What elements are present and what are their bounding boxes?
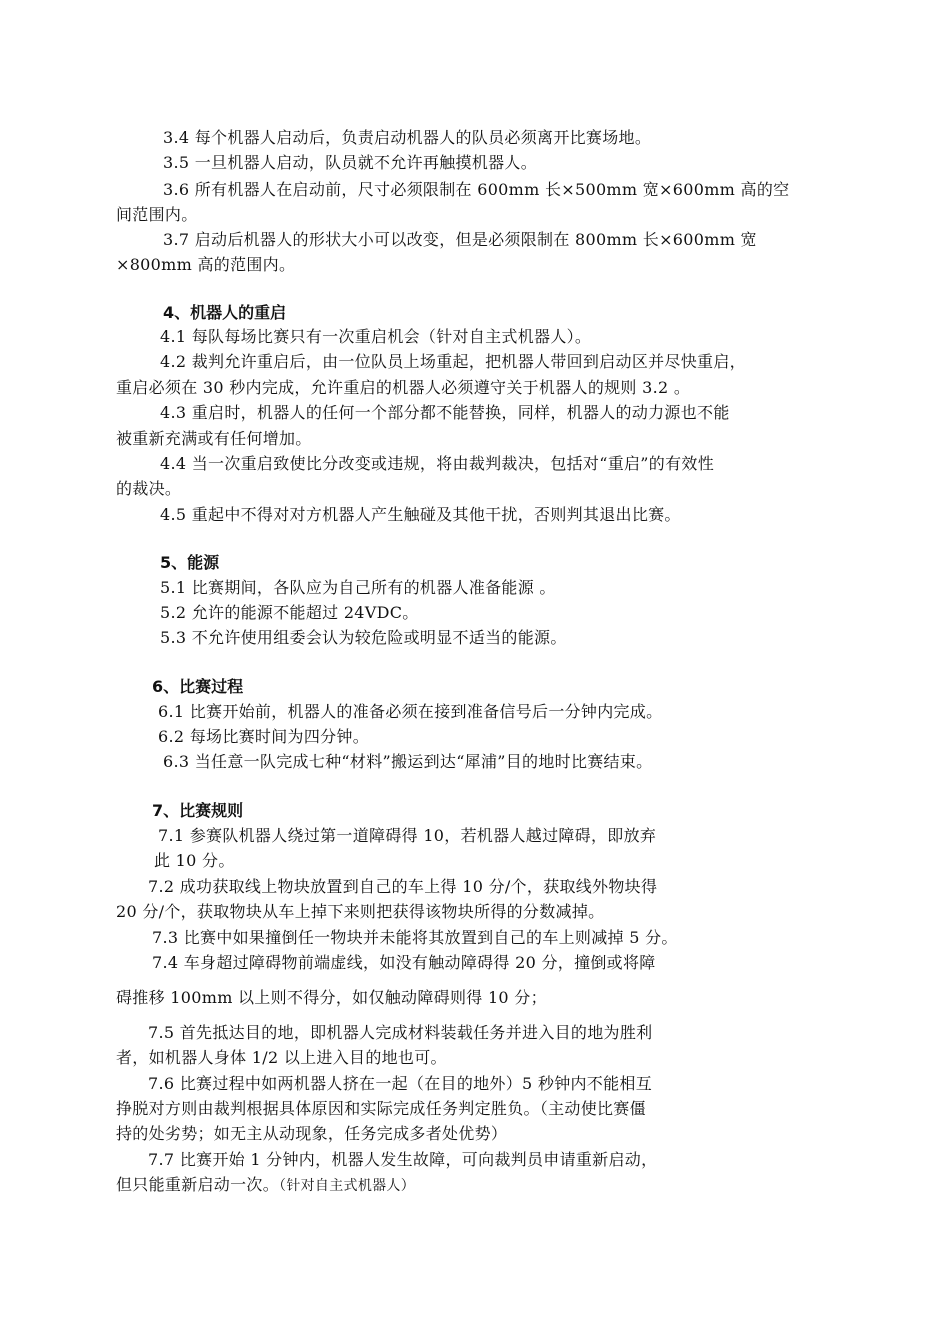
rule-6-1: 6.1 比赛开始前，机器人的准备必须在接到准备信号后一分钟内完成。	[158, 702, 663, 721]
rule-7-5-cont: 者，如机器人身体 1/2 以上进入目的地也可。	[116, 1048, 447, 1067]
rule-3-6-cont: 间范围内。	[116, 205, 198, 224]
rule-5-3: 5.3 不允许使用组委会认为较危险或明显不适当的能源。	[160, 628, 567, 647]
rule-7-4-cont: 碍推移 100mm 以上则不得分，如仅触动障碍则得 10 分；	[116, 988, 547, 1007]
rule-7-7-cont	[116, 1175, 415, 1196]
rule-4-4: 4.4 当一次重启致使比分改变或违规，将由裁判裁决，包括对“重启”的有效性	[160, 454, 714, 473]
rule-4-2: 4.2 裁判允许重启后，由一位队员上场重起，把机器人带回到启动区并尽快重启，	[160, 352, 746, 371]
rule-5-1: 5.1 比赛期间，各队应为自己所有的机器人准备能源 。	[160, 578, 556, 597]
rule-3-4: 3.4 每个机器人启动后，负责启动机器人的队员必须离开比赛场地。	[163, 128, 652, 147]
rule-4-5: 4.5 重起中不得对对方机器人产生触碰及其他干扰，否则判其退出比赛。	[160, 505, 681, 524]
rule-3-7-cont: ×800mm 高的范围内。	[116, 255, 296, 274]
rule-3-6: 3.6 所有机器人在启动前，尺寸必须限制在 600mm 长×500mm 宽×600mm 高的空	[163, 180, 790, 199]
rule-7-6-cont-2: 持的处劣势；如无主从动现象，任务完成多者处优势）	[116, 1124, 508, 1143]
section-heading-rules: 7、比赛规则	[152, 801, 244, 820]
rule-4-1: 4.1 每队每场比赛只有一次重启机会（针对自主式机器人）。	[160, 327, 592, 346]
rule-4-3: 4.3 重启时，机器人的任何一个部分都不能替换，同样，机器人的动力源也不能	[160, 403, 730, 422]
rule-7-2: 7.2 成功获取线上物块放置到自己的车上得 10 分/个，获取线外物块得	[148, 877, 658, 896]
rule-7-5: 7.5 首先抵达目的地，即机器人完成材料装载任务并进入目的地为胜利	[148, 1023, 653, 1042]
rule-4-2-cont: 重启必须在 30 秒内完成，允许重启的机器人必须遵守关于机器人的规则 3.2 。	[116, 378, 691, 397]
rule-6-3: 6.3 当任意一队完成七种“材料”搬运到达“犀浦”目的地时比赛结束。	[163, 752, 653, 771]
rule-7-4: 7.4 车身超过障碍物前端虚线，如没有触动障碍得 20 分，撞倒或将障	[152, 953, 656, 972]
rule-5-2: 5.2 允许的能源不能超过 24VDC。	[160, 603, 419, 622]
rule-7-2-cont: 20 分/个，获取物块从车上掉下来则把获得该物块所得的分数减掉。	[116, 902, 605, 921]
rule-7-3: 7.3 比赛中如果撞倒任一物块并未能将其放置到自己的车上则减掉 5 分。	[152, 928, 678, 947]
section-heading-process: 6、比赛过程	[152, 677, 244, 696]
rule-7-7-cont-text: 但只能重新启动一次。	[116, 1175, 280, 1194]
rule-6-2: 6.2 每场比赛时间为四分钟。	[158, 727, 370, 746]
section-heading-energy: 5、能源	[160, 553, 220, 572]
rule-7-1: 7.1 参赛队机器人绕过第一道障碍得 10，若机器人越过障碍，即放弃	[158, 826, 657, 845]
rule-4-3-cont: 被重新充满或有任何增加。	[116, 429, 312, 448]
rule-3-5: 3.5 一旦机器人启动，队员就不允许再触摸机器人。	[163, 153, 538, 172]
rule-7-7: 7.7 比赛开始 1 分钟内，机器人发生故障，可向裁判员申请重新启动，	[148, 1150, 658, 1169]
rule-7-6-cont: 挣脱对方则由裁判根据具体原因和实际完成任务判定胜负。（主动使比赛僵	[116, 1099, 646, 1118]
section-heading-restart: 4、机器人的重启	[163, 303, 287, 322]
rule-7-1-cont: 此 10 分。	[154, 851, 235, 870]
rule-4-4-cont: 的裁决。	[116, 479, 182, 498]
rule-7-6: 7.6 比赛过程中如两机器人挤在一起（在目的地外）5 秒钟内不能相互	[148, 1074, 652, 1093]
rule-3-7: 3.7 启动后机器人的形状大小可以改变，但是必须限制在 800mm 长×600mm 宽	[163, 230, 757, 249]
rule-7-7-note: （针对自主式机器人）	[279, 1178, 416, 1194]
